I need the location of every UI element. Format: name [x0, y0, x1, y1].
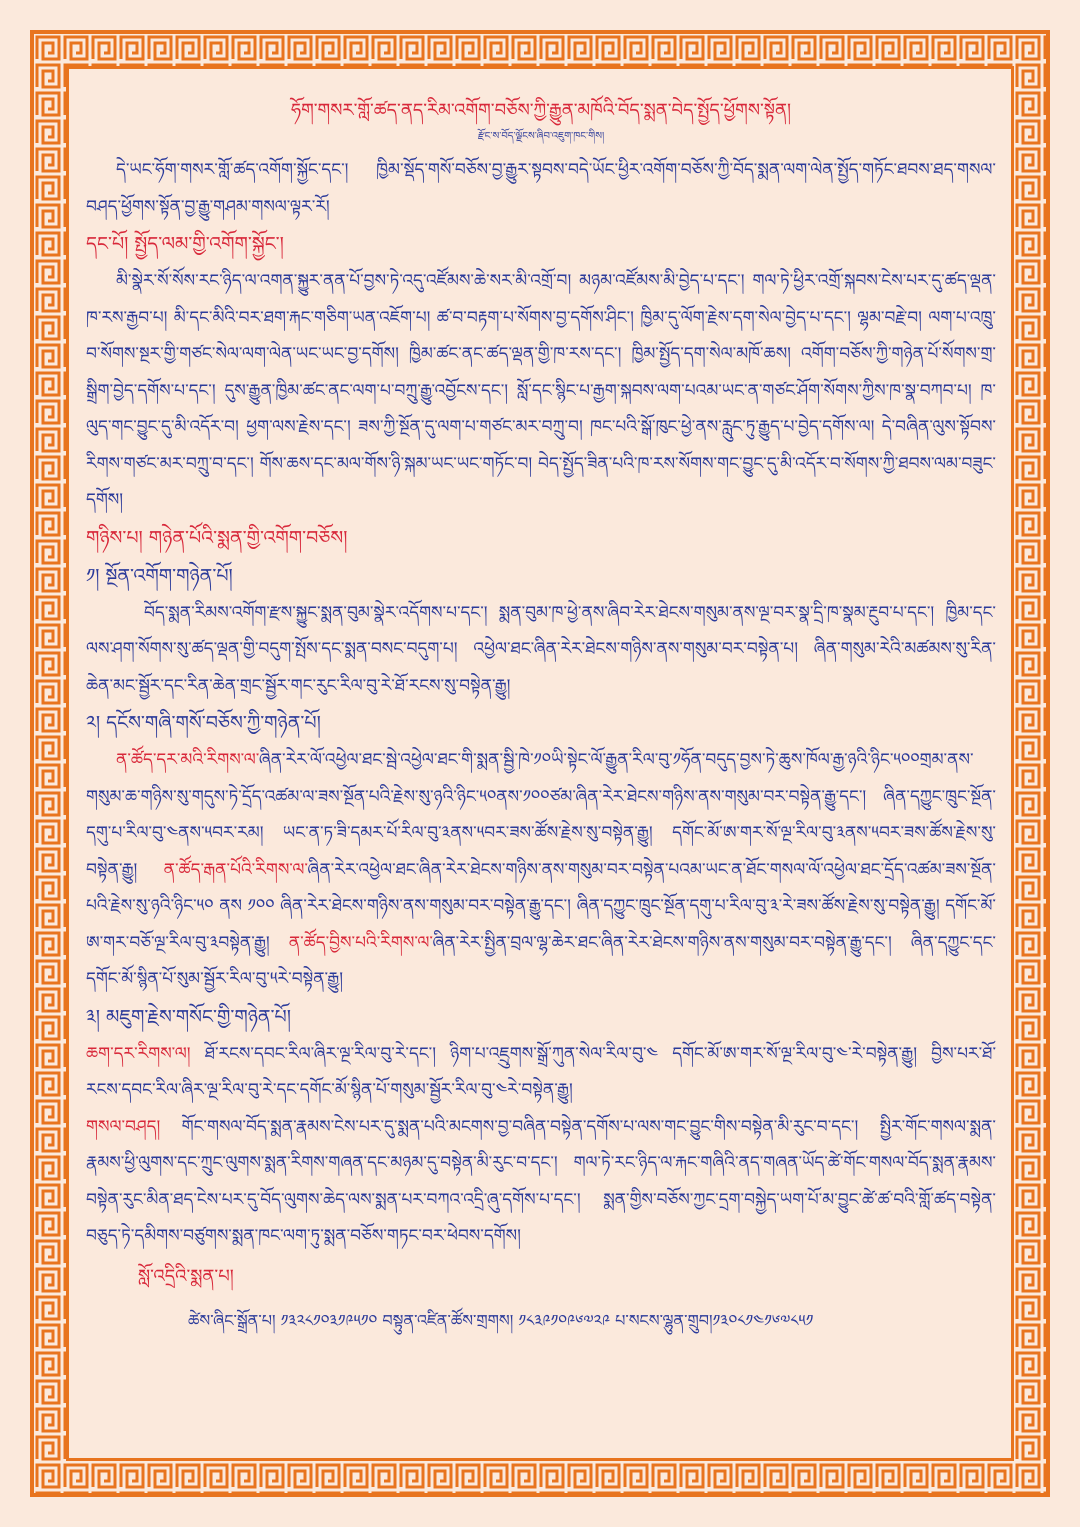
- note-paragraph: [86, 1109, 996, 1255]
- adult-label: ན་ཚོད་དར་མའི་རིགས་ལ་: [116, 750, 259, 770]
- elderly-label: ན་ཚོད་རྒན་པོའི་རིགས་ལ་: [163, 859, 308, 880]
- intro-part-a: དེ་ཡང་ཧོག་གསར་གློ་ཚད་འགོག་སྐྱོང་དང་།: [116, 160, 377, 180]
- note-label: གསལ་བཤད།: [86, 1116, 182, 1137]
- section1-body: མི་སྣེར་སོ་སོས་རང་ཉིད་ལ་འགན་སྐྱུར་ནན་པོ་བྱས་ཏེ་འདུ་འཛོམས་ཆེ་སར་མི་འགྲོ་བ། མཉམ་འཛོམས་མི་བྱེད་པ་དང་། གལ་ཏེ་ཕྱིར་འགྲོ་སྐབས་ངེས་པར་དུ་ཚད་ལྡན་ཁ་རས་རྒྱབ་པ། མི་དང་མིའི་བར་ཐག་རྐང་གཅིག་ཡན་འཇོག་པ། ཚ་བ་བརྟག་པ་སོགས་བྱ་དགོས་ཤིང་། ཁྱིམ་དུ་ལོག་རྗེས་དག་སེལ་བྱེད་པ་དང་། ལྷམ་བརྗེ་བ། ལག་པ་འཁྲུ་བ་སོགས་སྔར་གྱི་གཙང་སེལ་ལག་ལེན་ཡང་ཡང་བྱ་དགོས། ཁྱིམ་ཚང་ནང་ཚད་ལྡན་གྱི་ཁ་རས་དང་། ཁྱིམ་སྤྱོད་དག་སེལ་མཁོ་ཆས། འགོག་བཅོས་ཀྱི་གཉེན་པོ་སོགས་གྲ་སྒྲིག་བྱེད་དགོས་པ་དང་། དུས་རྒྱུན་ཁྱིམ་ཚང་ནང་ལག་པ་བཀྲུ་རྒྱུ་འབྱོངས་དང་། སློ་དང་སྙིང་པ་རྒྱག་སྐབས་ལག་པའམ་ཡང་ན་གཙང་ཤོག་སོགས་ཀྱིས་ཁ་སྣ་བཀབ་པ། ཁ་ལུད་གང་བྱུང་དུ་མི་འདོར་བ། ཕྱག་ལས་རྗེས་དང་། ཟས་ཀྱི་སྔོན་དུ་ལག་པ་གཙང་མར་བཀྲུ་བ། ཁང་པའི་སྒོ་ཁུང་ཕྱེ་ནས་རླུང་ཏུ་རྒྱུད་པ་བྱེད་དགོས་ལ། དེ་བཞིན་ལུས་སྟོབས་རིགས་གཙང་མར་བཀྲུ་བ་དང་། གོས་ཆས་དང་མལ་གོས་ཉི་སྐམ་ཡང་ཡང་གཏོང་བ། བེད་སྤྱོད་ཟིན་པའི་ཁ་རས་སོགས་གང་བྱུང་དུ་མི་འདོར་བ་སོགས་ཀྱི་ཐབས་ལམ་བཟུང་དགོས།: [86, 271, 996, 510]
- sub3-body: [86, 1036, 996, 1109]
- document-body: [86, 84, 996, 1444]
- sub3-heading: ༣། མཇུག་རྗེས་གསོང་གྱི་གཉེན་པོ།: [86, 1005, 291, 1028]
- signature: སློ་འདྲིའི་སྨན་པ།: [138, 1265, 234, 1287]
- sub2-heading: ༢། དངོས་གཞི་གསོ་བཅོས་ཀྱི་གཉེན་པོ།: [86, 712, 321, 734]
- section2-heading: གཉིས་པ། གཉེན་པོའི་སྨན་གྱི་འགོག་བཅོས།: [86, 526, 348, 549]
- intro-paragraph: [86, 152, 996, 225]
- elderly-text: ཞིན་རེར་འཕྱེལ་ཐང་ཞིན་རེར་ཐེངས་གཉིས་ནས་གསུམ་བར་བསྟེན་པའམ་ཡང་ན་ཐོང་གསལ་ལོ་འཕྱེལ་ཐང་དྲོད་འཚམ་ཟས་སྔོན་པའི་རྗེས་སུ་ཉའི་ཉིང་༥༠ ནས ༡༠༠ ཞིན་རེར་ཐེངས་གཉིས་ནས་གསུམ་བར་བསྟེན་རྒྱུ་དང་། ཞིན་དཀྱུང་ཁྲུང་སྔོན་དགུ་པ་རིལ་བུ་༣་རེ་ཟས་ཚོས་རྗེས་སུ་བསྟེན་རྒྱུ། དགོང་མོ་ཨ་གར་བཅོ་ལྔ་རིལ་བུ་༣བསྟེན་རྒྱུ།: [86, 859, 996, 953]
- byline: རྫོང་ས་བོད་ལྗོངས་ཞིབ་འཇུག་ཁང་གིས།: [477, 131, 605, 142]
- recovery-text: ཐོ་རངས་དབང་རིལ་ཞིར་ལྔ་རིལ་བུ་རེ་དང་། ཉིག་པ་འཇྲུགས་སྒྲོ་ཀུན་སེལ་རིལ་བུ་༤ དགོང་མོ་ཨ་གར་སོ་ལྔ་རིལ་བུ་༤་རེ་བསྟེན་རྒྱུ། བྱིས་པར་ཐོ་རངས་དབང་རིལ་ཞིར་ལྔ་རིལ་བུ་རེ་དང་དགོང་མོ་སྙིན་པོ་གསུམ་སྦྱོར་རིལ་བུ་༤རེ་བསྟེན་རྒྱུ།: [86, 1043, 996, 1100]
- adult-text: ཞིན་རེར་ལོ་འཕྱེལ་ཐང་སྦེ་འཕྱེལ་ཐང་གི་སྨན་སྦྱི་ཁེ་༡༠ཡི་སྟེང་ལོ་རྒྱུན་རིལ་བུ་༡ཧོན་བདུད་བྱས་ཏེ་ཆུས་ཁོལ་རྒྱ་ཉའི་ཉིང་༥༠༠གྲམ་ནས་གསུམ་ཆ་གཉིས་སུ་གདུས་ཏེ་དྲོད་འཚམ་ལ་ཟས་སྔོན་པའི་རྗེས་སུ་ཉའི་ཉིང་༥༠ནས་༡༠༠ཙམ་ཞིན་རེར་ཐེངས་གཉིས་ནས་གསུམ་བར་བསྟེན་རྒྱུ་དང་། ཞིན་དཀྱུང་ཁྲུང་སྔོན་དགུ་པ་རིལ་བུ་༤ནས་༥བར་རམ། ཡང་ན་ཏ་ཟི་དམར་པོ་རིལ་བུ་༣ནས་༥བར་ཟས་ཚོས་རྗེས་སུ་བསྟེན་རྒྱུ། དགོང་མོ་ཨ་གར་སོ་ལྔ་རིལ་བུ་༣ནས་༥བར་ཟས་ཚོས་རྗེས་སུ་བསྟེན་རྒྱུ།: [86, 750, 996, 880]
- sub2-body: [86, 742, 996, 998]
- recovery-label: ཆག་དར་རིགས་ལ།: [86, 1043, 205, 1064]
- page-title: ཧོག་གསར་གློ་ཚད་ནད་རིམ་འགོག་བཅོས་ཀྱི་རྒྱུན་མཁོའི་བོད་སྨན་བེད་སྤྱོད་ཕྱོགས་སྟོན།: [290, 100, 792, 121]
- child-label: ན་ཚོད་བྱིས་པའི་རིགས་ལ་: [288, 932, 433, 953]
- intro-part-b: ཁྱིམ་སྡོད་གསོ་བཅོས་བྱ་རྒྱུར་སྟབས་བདེ་ཡོང་ཕྱིར་འགོག་བཅོས་ཀྱི་བོད་སྨན་ལག་ལེན་སྤྱོད་གཏོང་ཐབས་ཐད་གསལ་བཤད་ཕྱོགས་སྟོན་བྱ་རྒྱུ་གཤམ་གསལ་ལྟར་རོ།: [86, 160, 996, 217]
- section1-heading: དང་པོ། སྤྱོད་ལམ་གྱི་འགོག་སྐྱོང་།: [86, 233, 284, 255]
- note-text: གོང་གསལ་བོད་སྨན་རྣམས་ངེས་པར་དུ་སྨན་པའི་མངགས་བྱ་བཞིན་བསྟེན་དགོས་པ་ལས་གང་བྱུང་གིས་བསྟེན་མི་རུང་བ་དང་། སྤྱིར་གོང་གསལ་སྨན་རྣམས་ཕྱི་ལུགས་དང་ཀྲུང་ལུགས་སྨན་རིགས་གཞན་དང་མཉམ་དུ་བསྟེན་མི་རུང་བ་དང་། གལ་ཏེ་རང་ཉིད་ལ་རྐང་གཞིའི་ནད་གཞན་ཡོད་ཚེ་གོང་གསལ་བོད་སྨན་རྣམས་བསྟེན་རུང་མིན་ཐད་ངེས་པར་དུ་བོད་ལུགས་ཆེད་ལས་སྨན་པར་བཀའ་འདྲི་ཞུ་དགོས་པ་དང་། སྨན་གྱིས་བཅོས་ཀྱང་དྲག་བསྐྱེད་ཡག་པོ་མ་བྱུང་ཚེ་ཚ་བའི་གློ་ཚད་བསྟེན་བཅུད་ཏེ་དམིགས་བཙུགས་སྨན་ཁང་ལག་ཏུ་སྨན་བཅོས་གཏང་བར་ཕེབས་དགོས།: [86, 1116, 996, 1246]
- sub1-body: བོད་སྨན་རིམས་འགོག་རྫས་སྐྱུང་སྨན་བུམ་སྣེར་འདོགས་པ་དང་། སྨན་བུམ་ཁ་ཕྱེ་ནས་ཞིབ་རེར་ཐེངས་གསུམ་ནས་ལྔ་བར་སྣ་དྲི་ཁ་སྣམ་རྔུབ་པ་དང་། ཁྱིམ་དང་ལས་ཤག་སོགས་སུ་ཚད་ལྡན་གྱི་བདུག་སྤོས་དང་སྨན་བསང་བདུག་པ། འཕྱེལ་ཐང་ཞིན་རེར་ཐེངས་གཉིས་ནས་གསུམ་བར་བསྟེན་པ། ཞིན་གསུམ་རེའི་མཚམས་སུ་རིན་ཆེན་མང་སྦྱོར་དང་རིན་ཆེན་གྲང་སྦྱོར་གང་རུང་རིལ་བུ་རེ་ཐོ་རངས་སུ་བསྟེན་རྒྱུ།: [86, 602, 996, 696]
- contact-line: ཚེས་ཞིང་སྒྲོན་པ། ༡༣༢༨༡༠༣༡༩༥༡༠ བསྟུན་འཛིན་ཚོས་གྲགས། ༡༨༣༩༡༠༩༦༧༢༩ པ་སངས་ལྷུན་གྲུབ།༡༣༠༨༡༤༡༦༧༨༥༡: [188, 1310, 814, 1330]
- sub1-heading: ༡། སྔོན་འགོག་གཉེན་པོ།: [86, 564, 233, 587]
- child-text: ཞིན་རེར་སྤྱིན་བྲལ་ལྷ་ཆེར་ཐང་ཞིན་རེར་ཐེངས་གཉིས་ནས་གསུམ་བར་བསྟེན་རྒྱུ་དང་། ཞིན་དཀྱུང་དང་དགོང་མོ་སྙིན་པོ་སུམ་སྦྱོར་རིལ་བུ་༥རེ་བསྟེན་རྒྱུ།: [86, 932, 996, 989]
